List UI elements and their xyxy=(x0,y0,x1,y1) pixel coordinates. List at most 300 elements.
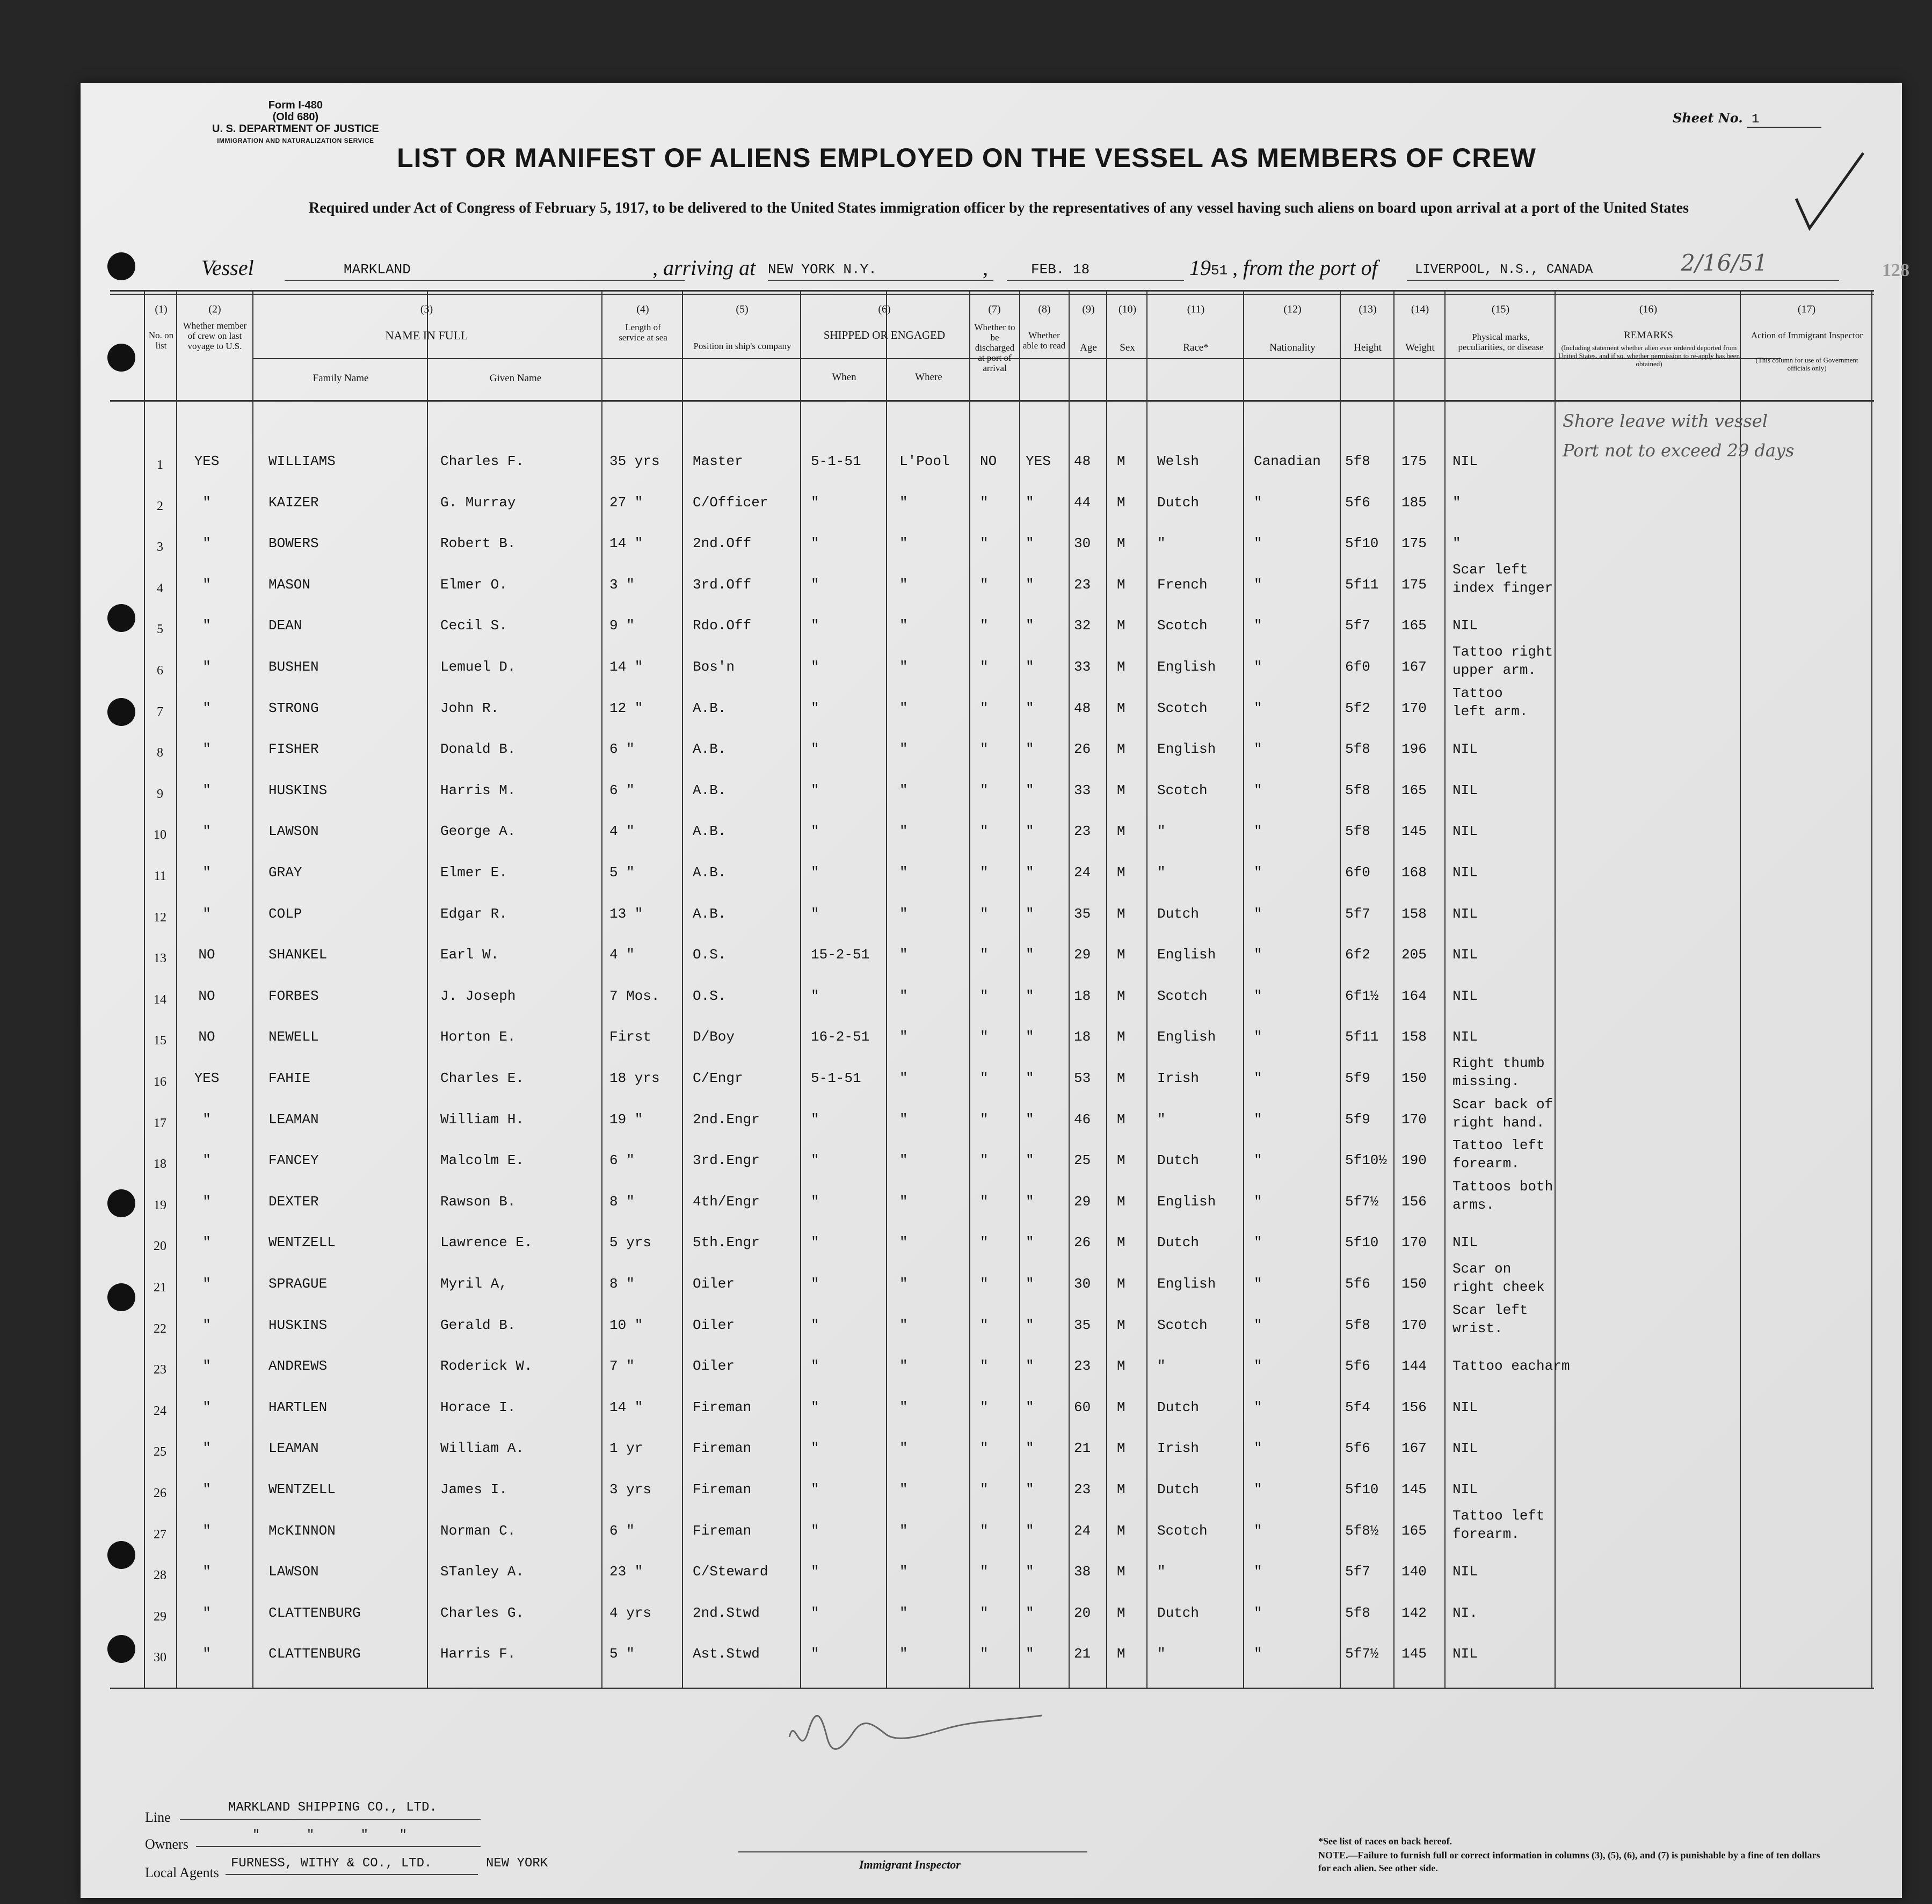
cell-height: 5f10 xyxy=(1345,535,1379,551)
cell-given: Harris M. xyxy=(440,782,516,798)
cell-position: Rdo.Off xyxy=(693,617,752,634)
cell-height: 5f10 xyxy=(1345,1234,1379,1251)
cell-height: 5f4 xyxy=(1345,1399,1370,1415)
cell-marks: NIL xyxy=(1452,906,1478,922)
cell-weight: 168 xyxy=(1401,864,1427,881)
row-number: 6 xyxy=(157,664,163,678)
cell-service: 13 " xyxy=(609,906,643,922)
cell-service: 6 " xyxy=(609,1523,635,1539)
cell-position: Fireman xyxy=(693,1523,752,1539)
cell-marks: NIL xyxy=(1452,947,1478,963)
cell-prev: " xyxy=(202,1152,211,1168)
cell-nationality: " xyxy=(1254,700,1262,716)
cell-family: McKINNON xyxy=(268,1523,336,1539)
cell-weight: 158 xyxy=(1401,1029,1427,1045)
cell-where: " xyxy=(899,1564,908,1580)
cell-marks: NIL xyxy=(1452,1646,1478,1662)
cell-where: " xyxy=(899,1646,908,1662)
cell-where: " xyxy=(899,1111,908,1128)
cell-weight: 185 xyxy=(1401,495,1427,511)
cell-marks: NIL xyxy=(1452,1234,1478,1251)
cell-age: 46 xyxy=(1074,1111,1091,1128)
cell-race: Scotch xyxy=(1157,700,1208,716)
cell-age: 23 xyxy=(1074,823,1091,839)
row-number: 4 xyxy=(157,582,163,595)
cell-height: 5f8 xyxy=(1345,1605,1370,1621)
cell-position: A.B. xyxy=(693,700,727,716)
cell-prev: YES xyxy=(194,1070,220,1086)
cell-family: COLP xyxy=(268,906,302,922)
cell-position: 5th.Engr xyxy=(693,1234,760,1251)
cell-service: 3 yrs xyxy=(609,1481,652,1498)
cell-where: " xyxy=(899,741,908,757)
cell-position: O.S. xyxy=(693,947,727,963)
cell-read: " xyxy=(1026,1523,1034,1539)
cell-prev: " xyxy=(202,577,211,593)
cell-position: Oiler xyxy=(693,1276,735,1292)
cell-read: " xyxy=(1026,617,1034,634)
cell-service: 5 " xyxy=(609,864,635,881)
cell-given: Elmer O. xyxy=(440,577,507,593)
row-number: 22 xyxy=(154,1322,166,1336)
cell-race: Dutch xyxy=(1157,495,1200,511)
cell-discharged: " xyxy=(980,617,989,634)
cell-discharged: " xyxy=(980,1481,989,1498)
from-port: LIVERPOOL, N.S., CANADA xyxy=(1415,263,1593,277)
cell-nationality: " xyxy=(1254,1440,1262,1456)
cell-where: " xyxy=(899,1317,908,1333)
cell-where: " xyxy=(899,700,908,716)
cell-nationality: " xyxy=(1254,495,1262,511)
cell-family: HARTLEN xyxy=(268,1399,328,1415)
cell-where: " xyxy=(899,1358,908,1374)
cell-race: English xyxy=(1157,1194,1216,1210)
cell-marks: Scar on xyxy=(1452,1261,1512,1277)
cell-discharged: " xyxy=(980,1358,989,1374)
cell-discharged: " xyxy=(980,988,989,1004)
cell-sex: M xyxy=(1117,947,1125,963)
cell-sex: M xyxy=(1117,1234,1125,1251)
cell-family: LEAMAN xyxy=(268,1111,319,1128)
cell-discharged: " xyxy=(980,1440,989,1456)
cell-sex: M xyxy=(1117,617,1125,634)
cell-sex: M xyxy=(1117,1152,1125,1168)
cell-nationality: " xyxy=(1254,741,1262,757)
cell-age: 21 xyxy=(1074,1440,1091,1456)
cell-marks: Scar left xyxy=(1452,1302,1528,1318)
cell-age: 30 xyxy=(1074,1276,1091,1292)
cell-family: BUSHEN xyxy=(268,659,319,675)
cell-discharged: " xyxy=(980,1646,989,1662)
row-number: 2 xyxy=(157,499,163,513)
row-number: 27 xyxy=(154,1528,166,1542)
cell-weight: 175 xyxy=(1401,453,1427,469)
row-number: 20 xyxy=(154,1239,166,1253)
cell-given: Rawson B. xyxy=(440,1194,516,1210)
cell-given: Roderick W. xyxy=(440,1358,533,1374)
cell-read: " xyxy=(1026,1564,1034,1580)
cell-sex: M xyxy=(1117,659,1125,675)
cell-service: 10 " xyxy=(609,1317,643,1333)
cell-race: Dutch xyxy=(1157,1234,1200,1251)
col-num-7: (7) xyxy=(988,303,1001,315)
cell-height: 5f10½ xyxy=(1345,1152,1388,1168)
cell-given: Charles E. xyxy=(440,1070,525,1086)
cell-sex: M xyxy=(1117,1358,1125,1374)
cell-when: " xyxy=(811,1152,819,1168)
cell-when: 16-2-51 xyxy=(811,1029,870,1045)
col-header-6: SHIPPED OR ENGAGED xyxy=(823,329,946,341)
cell-marks: NIL xyxy=(1452,1399,1478,1415)
cell-when: " xyxy=(811,577,819,593)
cell-race: Dutch xyxy=(1157,1481,1200,1498)
cell-age: 38 xyxy=(1074,1564,1091,1580)
cell-weight: 150 xyxy=(1401,1276,1427,1292)
cell-marks: Tattoo eacharm xyxy=(1452,1358,1570,1374)
cell-weight: 165 xyxy=(1401,782,1427,798)
cell-position: Oiler xyxy=(693,1358,735,1374)
cell-marks: Tattoos both xyxy=(1452,1179,1553,1195)
cell-when: 5-1-51 xyxy=(811,453,861,469)
cell-weight: 170 xyxy=(1401,1317,1427,1333)
cell-family: HUSKINS xyxy=(268,782,328,798)
cell-discharged: " xyxy=(980,906,989,922)
cell-service: 1 yr xyxy=(609,1440,643,1456)
cell-where: " xyxy=(899,1070,908,1086)
cell-nationality: " xyxy=(1254,1070,1262,1086)
cell-position: C/Officer xyxy=(693,495,768,511)
cell-height: 5f6 xyxy=(1345,1358,1370,1374)
inspector-initials-mark xyxy=(784,1705,1052,1764)
cell-when: " xyxy=(811,1111,819,1128)
cell-family: GRAY xyxy=(268,864,302,881)
cell-height: 5f8 xyxy=(1345,453,1370,469)
row-number: 23 xyxy=(154,1363,166,1377)
row-number: 19 xyxy=(154,1198,166,1212)
cell-where: " xyxy=(899,1481,908,1498)
manifest-sheet xyxy=(81,83,1909,1898)
cell-when: " xyxy=(811,823,819,839)
col-num-6: (6) xyxy=(878,303,891,315)
row-number: 30 xyxy=(154,1651,166,1665)
cell-age: 44 xyxy=(1074,495,1091,511)
cell-service: 3 " xyxy=(609,577,635,593)
cell-where: " xyxy=(899,906,908,922)
cell-prev: " xyxy=(202,1111,211,1128)
col-num-12: (12) xyxy=(1283,303,1302,315)
cell-race: French xyxy=(1157,577,1208,593)
cell-height: 5f6 xyxy=(1345,1276,1370,1292)
cell-age: 24 xyxy=(1074,1523,1091,1539)
cell-where: " xyxy=(899,1152,908,1168)
cell-weight: 156 xyxy=(1401,1194,1427,1210)
cell-discharged: " xyxy=(980,700,989,716)
cell-age: 48 xyxy=(1074,700,1091,716)
cell-service: 19 " xyxy=(609,1111,643,1128)
cell-nationality: " xyxy=(1254,1399,1262,1415)
cell-prev: " xyxy=(202,1399,211,1415)
cell-marks: arms. xyxy=(1452,1197,1495,1213)
cell-position: Master xyxy=(693,453,743,469)
cell-marks: NIL xyxy=(1452,1481,1478,1498)
cell-when: " xyxy=(811,864,819,881)
cell-weight: 190 xyxy=(1401,1152,1427,1168)
cell-height: 6f1½ xyxy=(1345,988,1379,1004)
cell-position: 2nd.Engr xyxy=(693,1111,760,1128)
cell-read: " xyxy=(1026,1646,1034,1662)
cell-service: 5 " xyxy=(609,1646,635,1662)
cell-age: 33 xyxy=(1074,659,1091,675)
cell-race: Dutch xyxy=(1157,906,1200,922)
col-header-10: Sex xyxy=(1120,342,1135,353)
cell-prev: " xyxy=(202,1646,211,1662)
row-number: 10 xyxy=(154,828,166,842)
cell-nationality: " xyxy=(1254,947,1262,963)
cell-marks: forearm. xyxy=(1452,1156,1520,1172)
cell-read: " xyxy=(1026,1317,1034,1333)
vessel-name: MARKLAND xyxy=(344,261,411,278)
cell-prev: " xyxy=(202,617,211,634)
cell-nationality: " xyxy=(1254,1234,1262,1251)
cell-sex: M xyxy=(1117,700,1125,716)
from-label: , from the port of xyxy=(1232,256,1378,280)
cell-discharged: " xyxy=(980,1194,989,1210)
cell-height: 5f7½ xyxy=(1345,1646,1379,1662)
cell-nationality: " xyxy=(1254,617,1262,634)
cell-discharged: " xyxy=(980,577,989,593)
cell-read: " xyxy=(1026,1399,1034,1415)
cell-age: 20 xyxy=(1074,1605,1091,1621)
cell-family: KAIZER xyxy=(268,495,319,511)
races-note: *See list of races on back hereof. xyxy=(1318,1836,1452,1847)
cell-weight: 167 xyxy=(1401,1440,1427,1456)
cell-height: 5f6 xyxy=(1345,1440,1370,1456)
cell-given: William H. xyxy=(440,1111,525,1128)
cell-family: CLATTENBURG xyxy=(268,1646,361,1662)
cell-race: English xyxy=(1157,1276,1216,1292)
cell-marks: index finger xyxy=(1452,580,1553,596)
cell-discharged: " xyxy=(980,659,989,675)
cell-race: Dutch xyxy=(1157,1605,1200,1621)
cell-prev: " xyxy=(202,1358,211,1374)
cell-when: " xyxy=(811,1481,819,1498)
cell-weight: 144 xyxy=(1401,1358,1427,1374)
row-number: 1 xyxy=(157,458,163,472)
row-number: 17 xyxy=(154,1116,166,1130)
cell-given: Donald B. xyxy=(440,741,516,757)
col-num-14: (14) xyxy=(1411,303,1429,315)
page-title: LIST OR MANIFEST OF ALIENS EMPLOYED ON THE VESSEL AS MEMBERS OF CREW xyxy=(397,143,1536,173)
cell-prev: " xyxy=(202,495,211,511)
col-header-11: Race* xyxy=(1183,342,1209,353)
cell-read: " xyxy=(1026,1440,1034,1456)
cell-position: A.B. xyxy=(693,741,727,757)
cell-given: STanley A. xyxy=(440,1564,525,1580)
cell-sex: M xyxy=(1117,535,1125,551)
cell-height: 5f9 xyxy=(1345,1070,1370,1086)
cell-where: " xyxy=(899,1605,908,1621)
col-header-3: NAME IN FULL xyxy=(385,329,468,342)
cell-nationality: " xyxy=(1254,1194,1262,1210)
cell-given: Norman C. xyxy=(440,1523,516,1539)
cell-service: 12 " xyxy=(609,700,643,716)
cell-race: Welsh xyxy=(1157,453,1200,469)
cell-race: " xyxy=(1157,1111,1166,1128)
cell-position: Ast.Stwd xyxy=(693,1646,760,1662)
row-number: 8 xyxy=(157,746,163,760)
cell-when: " xyxy=(811,1564,819,1580)
cell-height: 5f7 xyxy=(1345,617,1370,634)
cell-height: 5f7 xyxy=(1345,906,1370,922)
cell-given: Charles F. xyxy=(440,453,525,469)
cell-marks: NIL xyxy=(1452,1029,1478,1045)
row-number: 18 xyxy=(154,1157,166,1171)
col-header-17: Action of Immigrant Inspector xyxy=(1751,330,1863,340)
cell-age: 29 xyxy=(1074,947,1091,963)
cell-read: " xyxy=(1026,577,1034,593)
cell-discharged: " xyxy=(980,1399,989,1415)
cell-weight: 165 xyxy=(1401,1523,1427,1539)
cell-nationality: " xyxy=(1254,1358,1262,1374)
cell-height: 6f2 xyxy=(1345,947,1370,963)
cell-prev: " xyxy=(202,864,211,881)
agents-label: Local Agents xyxy=(145,1865,219,1880)
cell-where: " xyxy=(899,1399,908,1415)
cell-marks: " xyxy=(1452,495,1461,511)
cell-position: 2nd.Stwd xyxy=(693,1605,760,1621)
cell-when: " xyxy=(811,741,819,757)
cell-race: " xyxy=(1157,864,1166,881)
cell-weight: 170 xyxy=(1401,1234,1427,1251)
cell-read: " xyxy=(1026,1152,1034,1168)
col-num-8: (8) xyxy=(1038,303,1051,315)
cell-prev: " xyxy=(202,1564,211,1580)
col-num-2: (2) xyxy=(208,303,221,315)
cell-race: Scotch xyxy=(1157,988,1208,1004)
cell-race: " xyxy=(1157,1564,1166,1580)
cell-nationality: " xyxy=(1254,1029,1262,1045)
cell-nationality: " xyxy=(1254,1276,1262,1292)
cell-prev: " xyxy=(202,741,211,757)
cell-read: " xyxy=(1026,1276,1034,1292)
cell-service: First xyxy=(609,1029,652,1045)
cell-family: WENTZELL xyxy=(268,1234,336,1251)
cell-nationality: " xyxy=(1254,823,1262,839)
cell-when: " xyxy=(811,1523,819,1539)
cell-discharged: " xyxy=(980,741,989,757)
cell-family: FANCEY xyxy=(268,1152,319,1168)
cell-nationality: " xyxy=(1254,659,1262,675)
row-number: 29 xyxy=(154,1610,166,1624)
cell-height: 5f7½ xyxy=(1345,1194,1379,1210)
col-header-12: Nationality xyxy=(1269,342,1316,353)
cell-given: Charles G. xyxy=(440,1605,525,1621)
cell-height: 5f8 xyxy=(1345,823,1370,839)
row-number: 28 xyxy=(154,1568,166,1582)
inspector-label: Immigrant Inspector xyxy=(859,1858,961,1871)
cell-age: 18 xyxy=(1074,988,1091,1004)
cell-marks: NIL xyxy=(1452,453,1478,469)
cell-prev: YES xyxy=(194,453,220,469)
cell-when: 5-1-51 xyxy=(811,1070,861,1086)
cell-prev: " xyxy=(202,823,211,839)
cell-prev: " xyxy=(202,1276,211,1292)
cell-when: " xyxy=(811,1276,819,1292)
vessel-label: Vessel xyxy=(201,256,254,280)
cell-service: 18 yrs xyxy=(609,1070,660,1086)
cell-service: 4 " xyxy=(609,823,635,839)
cell-age: 60 xyxy=(1074,1399,1091,1415)
cell-height: 5f8 xyxy=(1345,741,1370,757)
cell-discharged: " xyxy=(980,1234,989,1251)
cell-race: " xyxy=(1157,1646,1166,1662)
cell-sex: M xyxy=(1117,988,1125,1004)
cell-weight: 150 xyxy=(1401,1070,1427,1086)
row-number: 26 xyxy=(154,1486,166,1500)
vessel-line: Vessel MARKLAND , arriving at NEW YORK N.Y. , FEB. 18 19 51 , from the port of LIVERPOOL, N.S., CANADA 2/16/51 128 xyxy=(201,250,1909,280)
cell-position: A.B. xyxy=(693,864,727,881)
cell-read: " xyxy=(1026,988,1034,1004)
cell-when: " xyxy=(811,617,819,634)
cell-given: J. Joseph xyxy=(440,988,516,1004)
cell-when: " xyxy=(811,535,819,551)
col-header-when: When xyxy=(832,372,856,383)
cell-when: " xyxy=(811,988,819,1004)
cell-family: LEAMAN xyxy=(268,1440,319,1456)
page-subtitle: Required under Act of Congress of February 5, 1917, to be delivered to the United States immigration officer by the representatives of any vessel having such aliens on board upon arrival at a port of the United States xyxy=(309,200,1689,216)
cell-age: 53 xyxy=(1074,1070,1091,1086)
line-value: MARKLAND SHIPPING CO., LTD. xyxy=(228,1800,437,1815)
cell-marks: NI. xyxy=(1452,1605,1478,1621)
cell-height: 5f10 xyxy=(1345,1481,1379,1498)
cell-marks: right cheek xyxy=(1452,1279,1545,1295)
form-old-number: (Old 680) xyxy=(272,111,319,123)
cell-nationality: " xyxy=(1254,577,1262,593)
cell-when: " xyxy=(811,1234,819,1251)
cell-where: " xyxy=(899,1194,908,1210)
cell-family: SHANKEL xyxy=(268,947,328,963)
cell-sex: M xyxy=(1117,1605,1125,1621)
cell-given: Robert B. xyxy=(440,535,516,551)
cell-position: 4th/Engr xyxy=(693,1194,760,1210)
cell-sex: M xyxy=(1117,495,1125,511)
col-header-9: Age xyxy=(1080,342,1097,353)
sheet-label: Sheet No. xyxy=(1673,110,1743,126)
cell-given: Edgar R. xyxy=(440,906,507,922)
cell-weight: 170 xyxy=(1401,1111,1427,1128)
cell-nationality: " xyxy=(1254,782,1262,798)
row-number: 13 xyxy=(154,951,166,965)
cell-prev: " xyxy=(202,1523,211,1539)
cell-prev: " xyxy=(202,1440,211,1456)
cell-service: 9 " xyxy=(609,617,635,634)
cell-weight: 145 xyxy=(1401,823,1427,839)
cell-marks: upper arm. xyxy=(1452,662,1537,678)
cell-given: Horton E. xyxy=(440,1029,516,1045)
cell-marks: Right thumb xyxy=(1452,1055,1545,1071)
cell-sex: M xyxy=(1117,864,1125,881)
cell-read: " xyxy=(1026,947,1034,963)
cell-service: 4 " xyxy=(609,947,635,963)
cell-sex: M xyxy=(1117,453,1125,469)
cell-given: Harris F. xyxy=(440,1646,516,1662)
col-header-8: Whether able to read xyxy=(1022,330,1066,351)
cell-prev: " xyxy=(202,1481,211,1498)
cell-read: " xyxy=(1026,1234,1034,1251)
cell-family: WILLIAMS xyxy=(268,453,336,469)
cell-position: 3rd.Engr xyxy=(693,1152,760,1168)
cell-sex: M xyxy=(1117,1317,1125,1333)
